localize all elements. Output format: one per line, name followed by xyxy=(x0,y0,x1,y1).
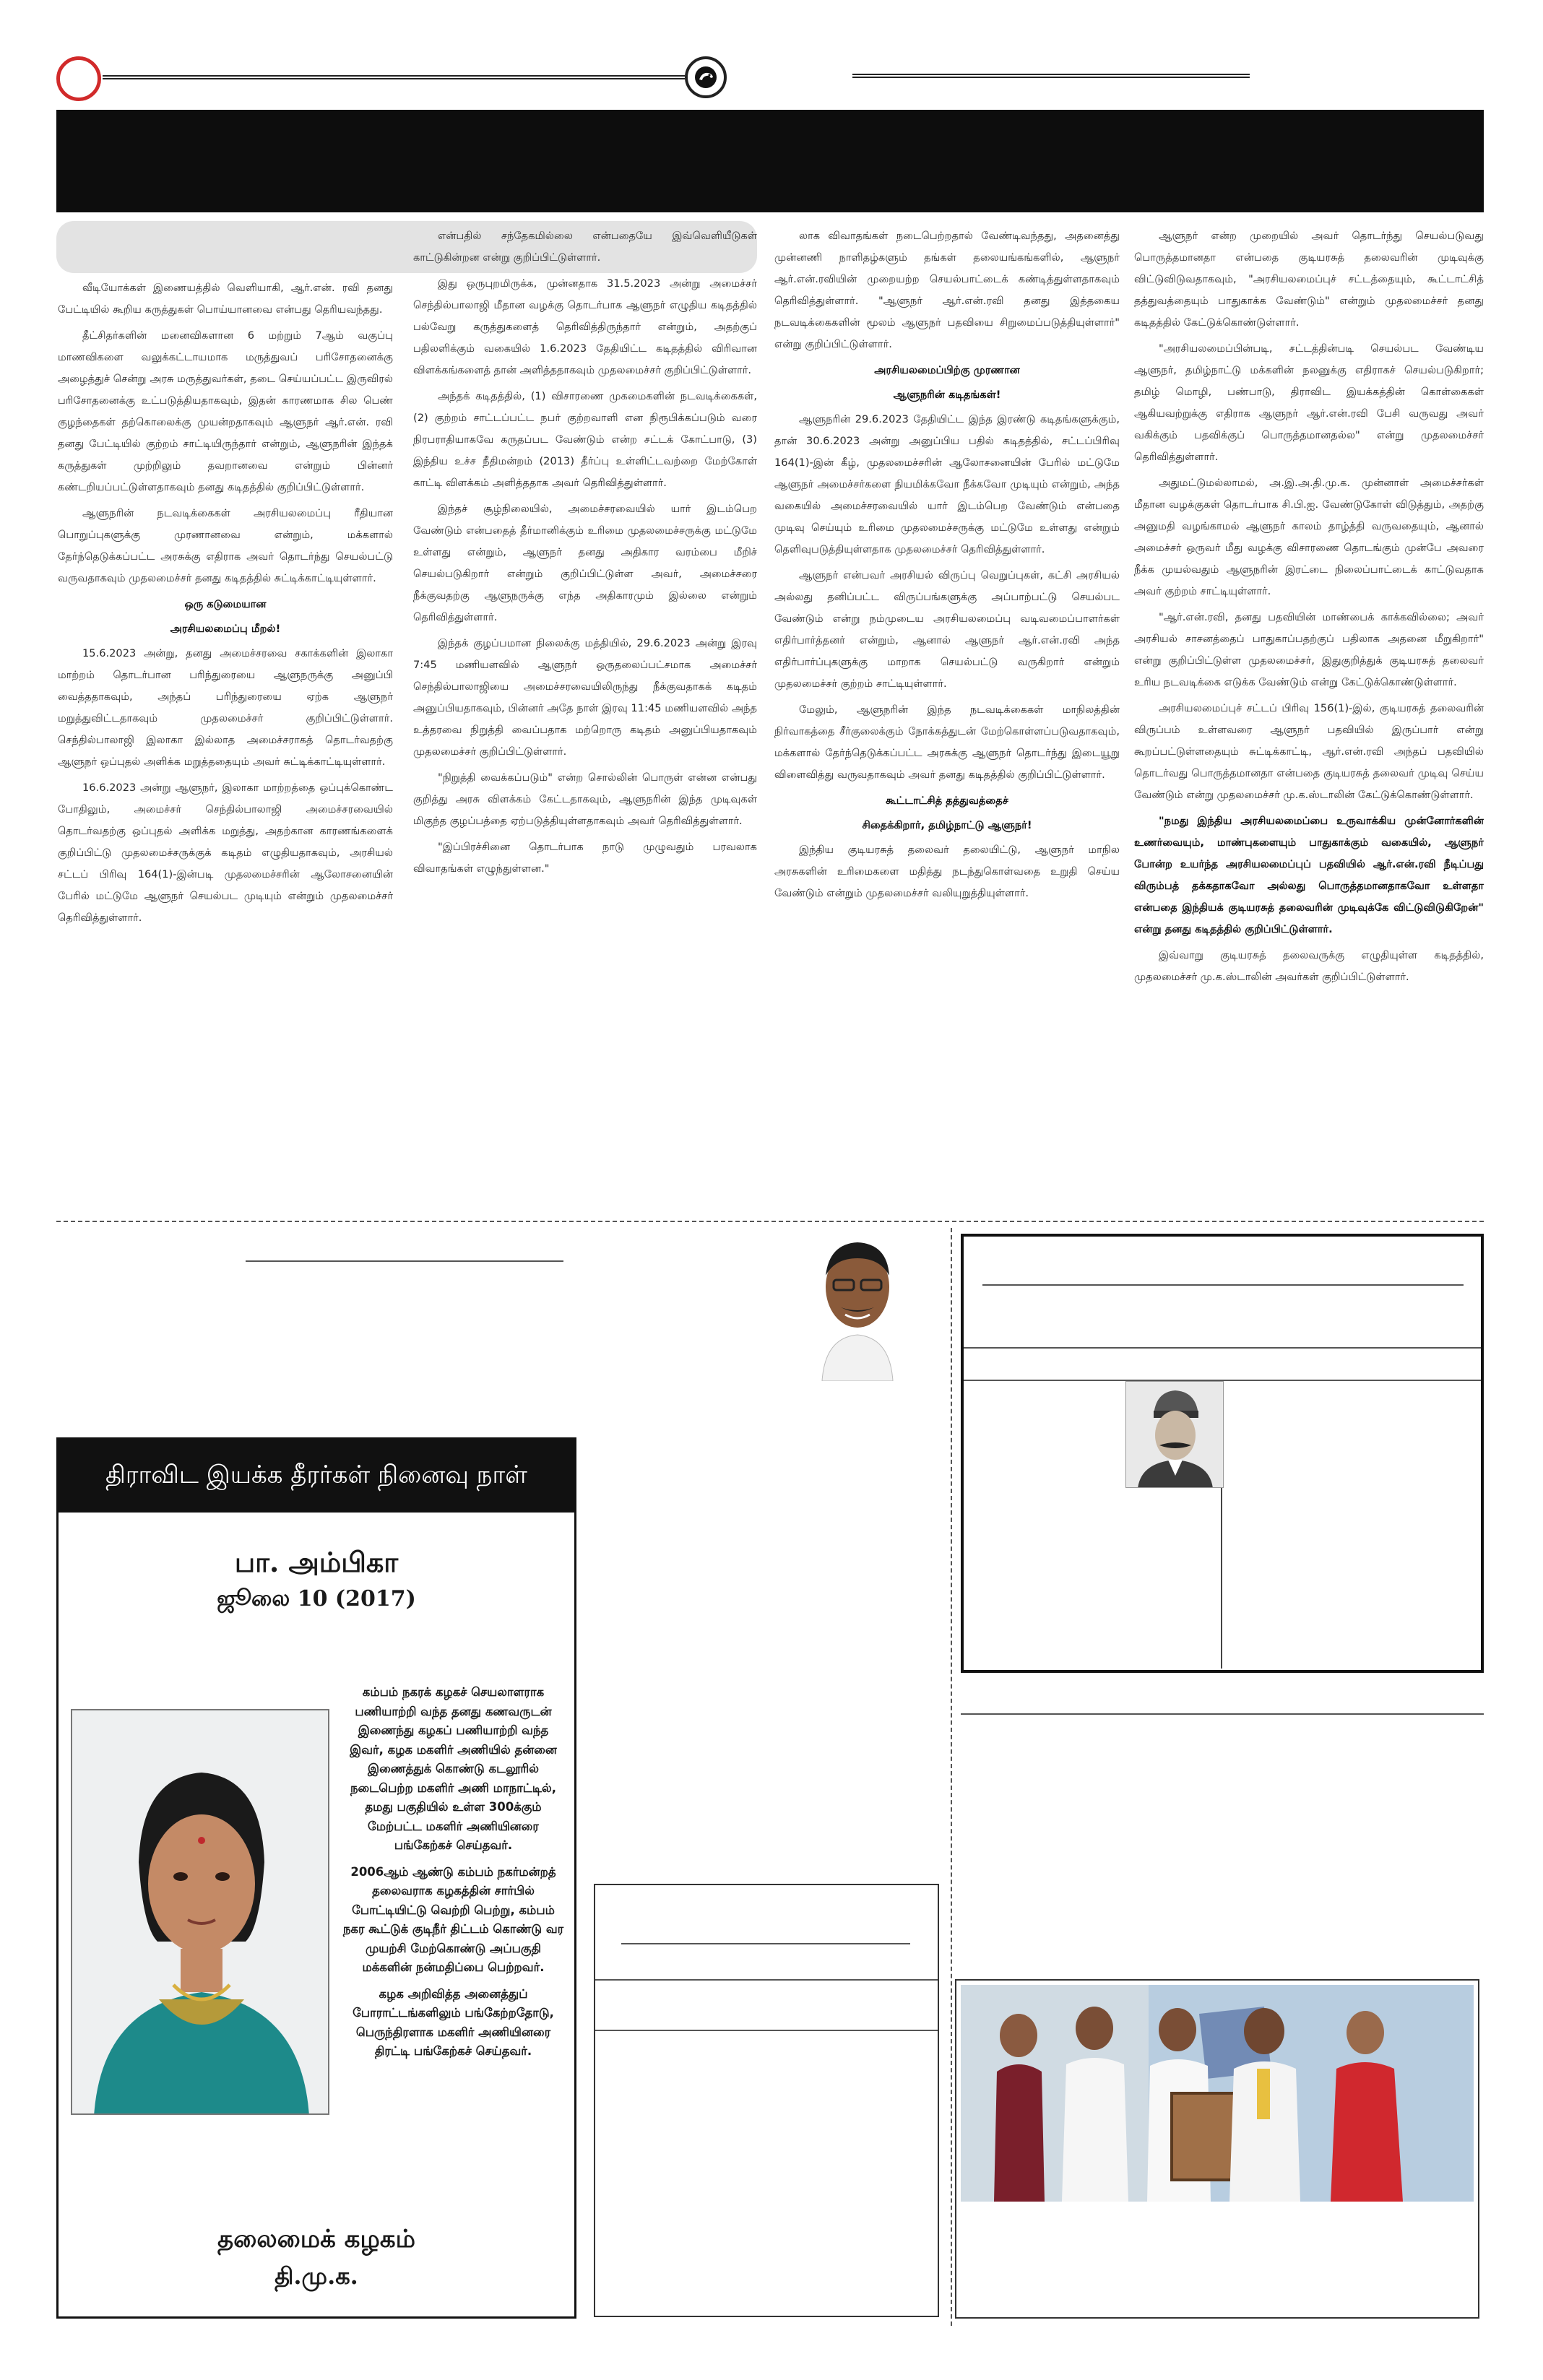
group-photo xyxy=(961,1985,1474,2202)
section-divider xyxy=(56,1221,1484,1222)
article-column-4 xyxy=(1134,225,1484,992)
article-subheading: ஒரு கடுமையான xyxy=(184,598,267,610)
article-paragraph: "ஆர்.என்.ரவி, தனது பதவியின் மாண்பைக் காக்கவில்லை; அவர் அரசியல் சாசனத்தைப் பாதுகாப்பதற்குப் பதிலாக அதனை மீறுகிறார்" என்று குறிப்பிட்டுள்ள முதலமைச்சர், இதுகுறித்துக் குடியரசுத் தலைவர் உரிய நடவடிக்கை எடுக்க வேண்டும் என்று கேட்டுக்கொண்டுள்ளார். xyxy=(1134,611,1484,688)
portrait-photo xyxy=(1125,1381,1224,1488)
article-column-2 xyxy=(413,225,757,884)
remembrance-bio xyxy=(340,1683,567,2069)
notice-rule-2 xyxy=(964,1347,1481,1349)
article-paragraph: அதுமட்டுமல்லாமல், அ.இ.அ.தி.மு.க. முன்னாள் அமைச்சர்கள் மீதான வழக்குகள் தொடர்பாக சி.பி.ஐ. வேண்டுகோள் விடுத்தும், அதற்கு அனுமதி வழங்காமல் ஆளுநர் காலம் தாழ்த்தி வருவதையும், ஆனால் அமைச்சர் ஒருவர் மீது வழக்கு விசாரணை தொடங்கும் முன்பே அவரை நீக்க முயல்வதும் ஆளுநரின் இரட்டை நிலைப்பாட்டைக் காட்டுவதாக அவர் குற்றம் சாட்டியுள்ளார். xyxy=(1134,477,1484,597)
header-circle-icon xyxy=(56,56,101,101)
article-paragraph: 16.6.2023 அன்று ஆளுநர், இலாகா மாற்றத்தை ஒப்புக்கொண்ட போதிலும், அமைச்சர் செந்தில்பாலாஜி அமைச்சரவையில் தொடர்வதற்கு ஒப்புதல் அளிக்க மறுத்து, அதற்கான காரணங்களைக் குறிப்பிட்டு முதலமைச்சருக்குக் கடிதம் எழுதியதாகவும், அரசியல் சட்டப் பிரிவு 164(1)-இன்படி முதலமைச்சரின் ஆலோசனையின் பேரில் மட்டுமே ஆளுநர் செயல்பட முடியும் என்றும் முதலமைச்சர் தெரிவித்துள்ளார். xyxy=(58,782,393,924)
article-paragraph: இது ஒருபுறமிருக்க, முன்னதாக 31.5.2023 அன்று அமைச்சர் செந்தில்பாலாஜி மீதான வழக்கு தொடர்பாக ஆளுநர் எழுதிய கடிதத்தில் பல்வேறு கருத்துகளைத் தெரிவித்திருந்தார் என்றும், அதற்குப் பதிலளிக்கும் வகையில் 1.6.2023 தேதியிட்ட கடிதத்தில் விரிவான விளக்கங்களைத் தான் அளித்ததாகவும் முதலமைச்சர் குறிப்பிட்டுள்ளார். xyxy=(413,277,757,376)
article-paragraph: ஆளுநர் என்ற முறையில் அவர் தொடர்ந்து செயல்படுவது பொருத்தமானதா என்பதை குடியரசுத் தலைவரின் முடிவுக்கு விட்டுவிடுவதாகவும், "அரசியலமைப்புச் சட்டத்தையும், கூட்டாட்சித் தத்துவத்தையும் பாதுகாக்க வேண்டும்" என்றும் முதலமைச்சர் தனது கடிதத்தில் கேட்டுக்கொண்டுள்ளார். xyxy=(1134,230,1484,329)
article-paragraph: வீடியோக்கள் இணையத்தில் வெளியாகி, ஆர்.என். ரவி தனது பேட்டியில் கூறிய கருத்துகள் பொய்யானவை என்பது தெரியவந்தது. xyxy=(58,282,393,316)
article-paragraph: இந்தச் சூழ்நிலையில், அமைச்சரவையில் யார் இடம்பெற வேண்டும் என்பதைத் தீர்மானிக்கும் உரிமை முதலமைச்சருக்கு மட்டுமே உள்ளது என்றும், ஆளுநர் தனது அதிகார வரம்பை மீறிச் செயல்படுகிறார் என்றும் குறிப்பிட்டுள்ள அவர், அமைச்சரை நீக்குவதற்கு ஆளுநருக்கு எந்த அதிகாரமும் இல்லை என்றும் தெரிவித்துள்ளார். xyxy=(413,503,757,623)
article-column-1 xyxy=(58,277,393,933)
remembrance-name: பா. அம்பிகா xyxy=(234,1546,399,1578)
article-column-3 xyxy=(774,225,1120,909)
article-paragraph: என்பதில் சந்தேகமில்லை என்பதையே இவ்வெளியீடுகள் காட்டுகின்றன என்று குறிப்பிட்டுள்ளார். xyxy=(413,230,757,264)
remembrance-photo xyxy=(71,1709,329,2115)
notice-column-rule xyxy=(1221,1488,1222,1669)
header-rule-right xyxy=(852,74,1250,78)
remembrance-bio-paragraph: கழக அறிவித்த அனைத்துப் போராட்டங்களிலும் பங்கேற்றதோடு, பெருந்திரளாக மகளிர் அணியினரை திரட்டி பங்கேற்கச் செய்தவர். xyxy=(353,1986,554,2058)
header-rule xyxy=(103,75,685,79)
article-paragraph: இந்தக் குழப்பமான நிலைக்கு மத்தியில், 29.6.2023 அன்று இரவு 7:45 மணியளவில் ஆளுநர் ஒருதலைப்பட்சமாக அமைச்சர் செந்தில்பாலாஜியை அமைச்சரவையிலிருந்து நீக்குவதாகக் கடிதம் அனுப்பியதாகவும், பின்னர் அதே நாள் இரவு 11:45 மணியளவில் அந்த உத்தரவை நிறுத்தி வைப்பதாக மற்றொரு கடிதம் அனுப்பியதாகவும் முதலமைச்சர் குறிப்பிட்டுள்ளார். xyxy=(413,637,757,758)
article-paragraph: 15.6.2023 அன்று, தனது அமைச்சரவை சகாக்களின் இலாகா மாற்றம் தொடர்பான பரிந்துரையை ஆளுநருக்கு அனுப்பி வைத்ததாகவும், அந்தப் பரிந்துரையை ஏற்க ஆளுநர் மறுத்துவிட்டதாகவும் முதலமைச்சர் குறிப்பிட்டுள்ளார். செந்தில்பாலாஜி இலாகா இல்லாத அமைச்சராகத் தொடர்வதற்கு ஆளுநர் ஒப்புதல் அளிக்க மறுத்ததையும் அவர் சுட்டிக்காட்டியுள்ளார். xyxy=(58,647,393,768)
remembrance-org: தலைமைக் கழகம் xyxy=(217,2225,415,2254)
article-paragraph: ஆளுநரின் நடவடிக்கைகள் அரசியலமைப்பு ரீதியான பொறுப்புகளுக்கு முரணானவை என்றும், மக்களால் தேர்ந்தெடுக்கப்பட்ட அரசுக்கு எதிராக அவர் தொடர்ந்து செயல்பட்டு வருவதாகவும் முதலமைச்சர் தனது கடிதத்தில் சுட்டிக்காட்டியுள்ளார். xyxy=(58,507,393,584)
remembrance-heading: திராவிட இயக்க தீரர்கள் நினைவு நாள் xyxy=(56,1437,576,1513)
remembrance-bio-paragraph: கம்பம் நகரக் கழகச் செயலாளராக பணியாற்றி வந்த தனது கணவருடன் இணைந்து கழகப் பணியாற்றி வந்த இவர், கழக மகளிர் அணியில் தன்னை இணைத்துக் கொண்டு கடலூரில் நடைபெற்ற மகளிர் அணி மாநாட்டில், தமது பகுதியில் உள்ள 300க்கும் மேற்பட்ட மகளிர் அணியினரை பங்கேற்கச் செய்தவர். xyxy=(350,1685,557,1852)
article-paragraph: "நமது இந்திய அரசியலமைப்பை உருவாக்கிய முன்னோர்களின் உணர்வையும், மாண்புகளையும் பாதுகாக்கும் வகையில், ஆளுநர் போன்ற உயர்ந்த அரசியலமைப்புப் பதவியில் ஆர்.என்.ரவி நீடிப்பது விரும்பத் தக்கதாகவோ அல்லது பொருத்தமானதாகவோ உள்ளதா என்பதை இந்தியக் குடியரசுத் தலைவரின் முடிவுக்கே விட்டுவிடுகிறேன்" என்று தனது கடிதத்தில் குறிப்பிட்டுள்ளார். xyxy=(1134,815,1484,935)
remembrance-bio-paragraph: 2006ஆம் ஆண்டு கம்பம் நகர்மன்றத் தலைவராக கழகத்தின் சார்பில் போட்டியிட்டு வெற்றி பெற்று, கம்பம் நகர கூட்டுக் குடிநீர் திட்டம் கொண்டு வர முயற்சி மேற்கொண்டு அப்பகுதி மக்களின் நன்மதிப்பை பெற்றவர். xyxy=(342,1864,564,1974)
article-subheading: சிதைக்கிறார், தமிழ்நாட்டு ஆளுநர்! xyxy=(862,819,1032,831)
article-subheading: ஆளுநரின் கடிதங்கள்! xyxy=(893,389,1001,401)
remembrance-date: ஜூலை 10 (2017) xyxy=(217,1586,416,1611)
article-paragraph: மேலும், ஆளுநரின் இந்த நடவடிக்கைகள் மாநிலத்தின் நிர்வாகத்தை சீர்குலைக்கும் நோக்கத்துடன் மேற்கொள்ளப்படுவதாகவும், மக்களால் தேர்ந்தெடுக்கப்பட்ட அரசுக்கு ஆளுநர் தொடர்ந்து இடையூறு விளைவித்து வருவதாகவும் அவர் தனது கடிதத்தில் குறிப்பிட்டுள்ளார். xyxy=(774,704,1120,781)
article-subheading: அரசியலமைப்பிற்கு முரணான xyxy=(874,364,1020,376)
article-paragraph: அந்தக் கடிதத்தில், (1) விசாரணை முகமைகளின் நடவடிக்கைகள், (2) குற்றம் சாட்டப்பட்ட நபர் குற்றவாளி என நிரூபிக்கப்படும் வரை நிரபராதியாகவே கருதப்பட வேண்டும் என்ற சட்டக் கோட்பாடு, (3) இந்திய உச்ச நீதிமன்றம் (2013) தீர்ப்பு உள்ளிட்டவற்றை மேற்கோள் காட்டி விளக்கம் அளித்ததாக அவர் தெரிவித்துள்ளார். xyxy=(413,390,757,489)
article-paragraph: லாக விவாதங்கள் நடைபெற்றதால் வேண்டிவந்தது, அதனைத்து முன்னணி நாளிதழ்களும் தங்கள் தலையங்கங்களில், ஆளுநர் ஆர்.என்.ரவியின் முறையற்ற செயல்பாட்டைக் கண்டித்துள்ளதாகவும் தெரிவித்துள்ளார். "ஆளுநர் ஆர்.என்.ரவி தனது இத்தகைய நடவடிக்கைகளின் மூலம் ஆளுநர் பதவியை சிறுமைப்படுத்தியுள்ளார்" என்று குறிப்பிட்டுள்ளார். xyxy=(774,230,1120,350)
small-box-rule-2 xyxy=(595,1979,938,1981)
rule-below-notice xyxy=(961,1713,1484,1715)
article-paragraph: "இப்பிரச்சினை தொடர்பாக நாடு முழுவதும் பரவலாக விவாதங்கள் எழுந்துள்ளன." xyxy=(413,841,757,875)
remembrance-party: தி.மு.க. xyxy=(275,2262,358,2290)
article-subheading: கூட்டாட்சித் தத்துவத்தைச் xyxy=(886,795,1008,807)
notice-rule-1 xyxy=(982,1284,1464,1286)
article-paragraph: ஆளுநரின் 29.6.2023 தேதியிட்ட இந்த இரண்டு கடிதங்களுக்கும், தான் 30.6.2023 அன்று அனுப்பிய பதில் கடிதத்தில், சட்டப்பிரிவு 164(1)-இன் கீழ், முதலமைச்சரின் ஆலோசனையின் பேரில் மட்டுமே ஆளுநர் அமைச்சர்களை நியமிக்கவோ நீக்கவோ முடியும் என்றும், அந்த வகையில் அமைச்சரவையில் யார் இடம்பெற வேண்டும் என்பதை முடிவு செய்யும் உரிமை முதலமைச்சருக்கு மட்டுமே உள்ளது என்றும் தெளிவுபடுத்தியுள்ளதாக முதலமைச்சர் தெரிவித்துள்ளார். xyxy=(774,413,1120,555)
small-box-rule-3 xyxy=(595,2030,938,2031)
article-paragraph: இந்திய குடியரசுத் தலைவர் தலையிட்டு, ஆளுநர் மாநில அரசுகளின் உரிமைகளை மதித்து நடந்துகொள்வதை உறுதி செய்ய வேண்டும் என்றும் முதலமைச்சர் வலியுறுத்தியுள்ளார். xyxy=(774,844,1120,899)
article-paragraph: தீட்சிதர்களின் மனைவிகளான 6 மற்றும் 7ஆம் வகுப்பு மாணவிகளை வலுக்கட்டாயமாக மருத்துவப் பரிசோதனைக்கு அழைத்துச் சென்று அரசு மருத்துவர்கள், தடை செய்யப்பட்ட இருவிரல் பரிசோதனைக்கு உட்படுத்தியதாகவும், இதன் காரணமாக சில பெண் குழந்தைகள் தற்கொலைக்கு முயன்றதாகவும் ஆளுநர் ஆர்.என். ரவி தனது பேட்டியில் குற்றம் சாட்டியிருந்தார் என்றும், ஆளுநரின் இந்தக் கருத்துகள் முற்றிலும் தவறானவை என்றும் பின்னர் கண்டறியப்பட்டுள்ளதாகவும் தனது கடிதத்தில் குறிப்பிட்டுள்ளார். xyxy=(58,329,393,493)
vertical-divider xyxy=(951,1228,952,2326)
article-subheading: அரசியலமைப்பு மீறல்! xyxy=(170,623,281,635)
party-emblem-icon xyxy=(685,56,727,98)
headline-banner xyxy=(56,110,1484,212)
columnist-photo xyxy=(808,1229,907,1381)
small-box-rule-1 xyxy=(621,1943,910,1944)
article-paragraph: இவ்வாறு குடியரசுத் தலைவருக்கு எழுதியுள்ள கடிதத்தில், முதலமைச்சர் மு.க.ஸ்டாலின் அவர்கள் குறிப்பிட்டுள்ளார். xyxy=(1134,949,1484,983)
short-rule xyxy=(246,1260,563,1262)
small-notice-box xyxy=(594,1884,939,2317)
article-paragraph: "அரசியலமைப்பின்படி, சட்டத்தின்படி செயல்பட வேண்டிய ஆளுநர், தமிழ்நாட்டு மக்களின் நலனுக்கு எதிராகச் செயல்படுகிறார்; தமிழ் மொழி, பண்பாடு, திராவிட இயக்கத்தின் கொள்கைகள் ஆகியவற்றுக்கு எதிராக ஆளுநர் ஆர்.என்.ரவி பேசி வருவது அவர் வகிக்கும் பதவிக்குப் பொருத்தமானதல்ல" என்று முதலமைச்சர் தெரிவித்துள்ளார். xyxy=(1134,342,1484,463)
article-paragraph: "நிறுத்தி வைக்கப்படும்" என்ற சொல்லின் பொருள் என்ன என்பது குறித்து அரசு விளக்கம் கேட்டதாகவும், ஆளுநரின் இந்த முடிவுகள் மிகுந்த குழப்பத்தை ஏற்படுத்தியுள்ளதாகவும் அவர் தெரிவித்துள்ளார். xyxy=(413,771,757,827)
article-paragraph: அரசியலமைப்புச் சட்டப் பிரிவு 156(1)-இல், குடியரசுத் தலைவரின் விருப்பம் உள்ளவரை ஆளுநர் பதவியில் இருப்பார் என்று கூறப்பட்டுள்ளதையும் சுட்டிக்காட்டி, ஆர்.என்.ரவி அந்தப் பதவியில் தொடர்வது பொருத்தமானதா என்பதை குடியரசுத் தலைவர் முடிவு செய்ய வேண்டும் என்று முதலமைச்சர் மு.க.ஸ்டாலின் கேட்டுக்கொண்டுள்ளார். xyxy=(1134,702,1484,801)
article-paragraph: ஆளுநர் என்பவர் அரசியல் விருப்பு வெறுப்புகள், கட்சி அரசியல் அல்லது தனிப்பட்ட விருப்பங்களுக்கு அப்பாற்பட்டு செயல்பட வேண்டும் என்று நம்முடைய அரசியலமைப்பு வடிவமைப்பாளர்கள் எதிர்பார்த்தனர் என்றும், ஆனால் ஆளுநர் ஆர்.என்.ரவி அந்த எதிர்பார்ப்புகளுக்கு மாறாக செயல்பட்டு வருகிறார் என்றும் முதலமைச்சர் குற்றம் சாட்டியுள்ளார். xyxy=(774,569,1120,690)
